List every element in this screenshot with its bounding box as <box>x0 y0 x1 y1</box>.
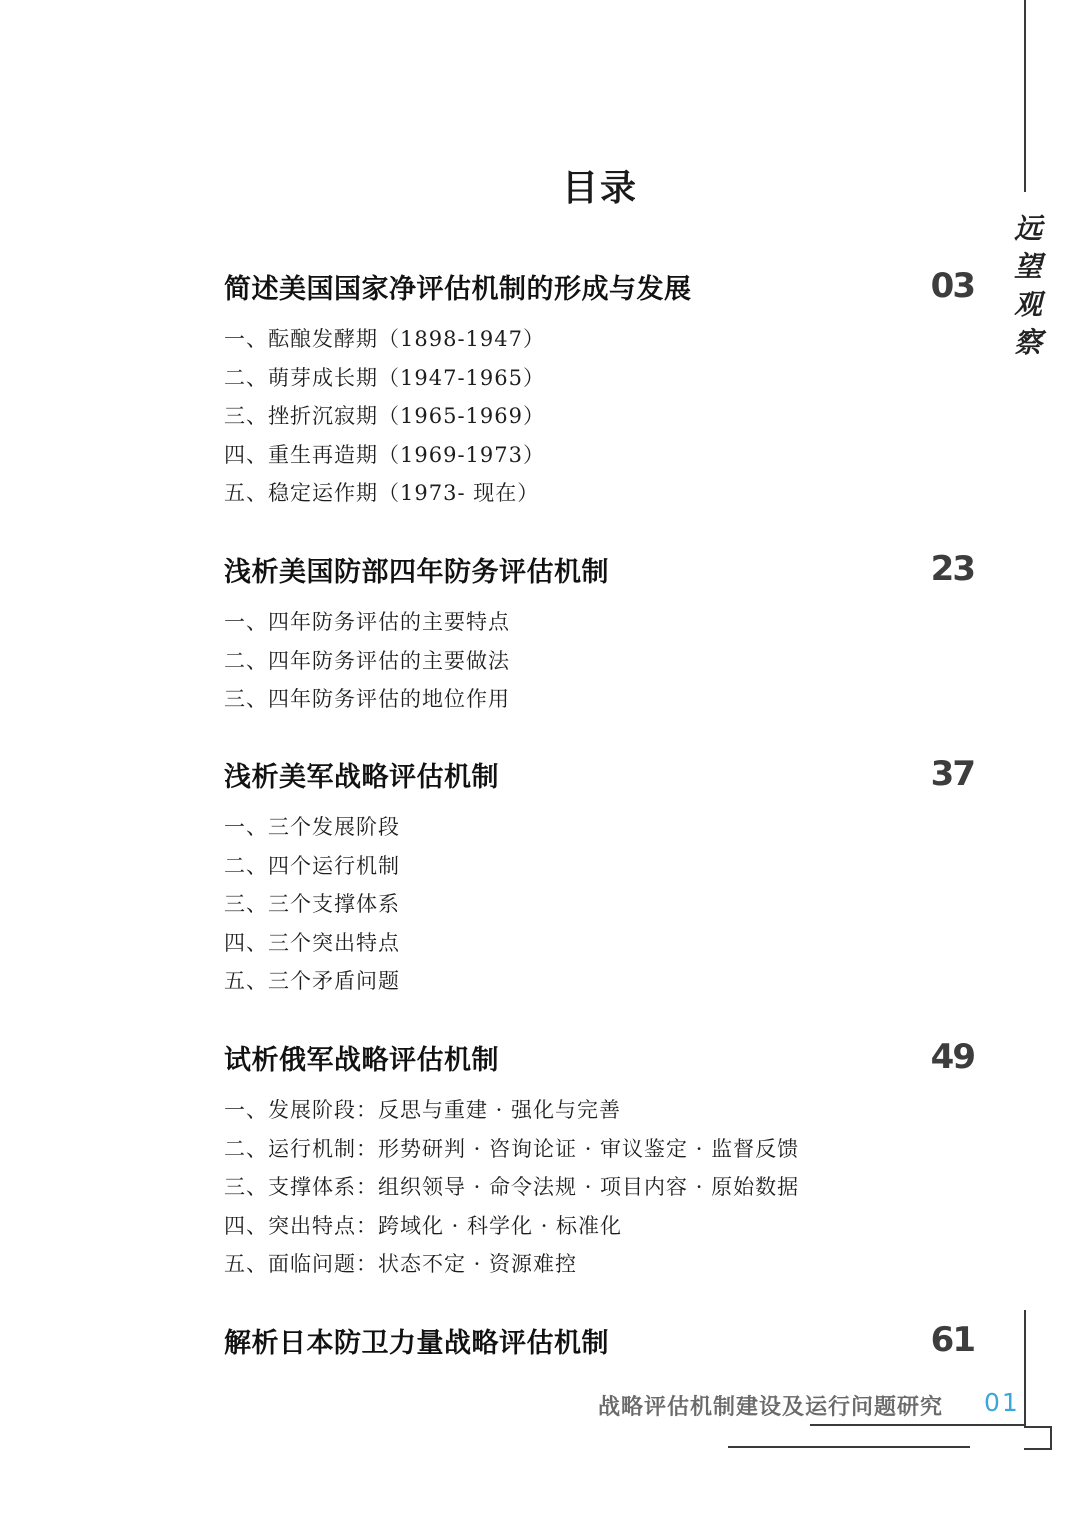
section-page-number: 37 <box>930 754 974 794</box>
toc-section <box>224 1033 984 1284</box>
toc-item[interactable]: 一、四年防务评估的主要特点 <box>224 610 510 634</box>
section-items <box>224 1091 984 1284</box>
footer-rule <box>728 1446 970 1448</box>
toc-item[interactable]: 三、四年防务评估的地位作用 <box>224 687 510 712</box>
toc-item[interactable]: 二、运行机制：形势研判 · 咨询论证 · 审议鉴定 · 监督反馈 <box>224 1136 800 1161</box>
toc-section <box>224 750 984 1001</box>
toc-section-header[interactable] <box>224 545 984 593</box>
section-page-number: 23 <box>930 549 974 589</box>
toc-item[interactable]: 五、面临问题：状态不定 · 资源难控 <box>224 1252 578 1277</box>
section-title[interactable]: 浅析美国防部四年防务评估机制 <box>224 556 609 588</box>
page-title: 目录 <box>561 167 638 209</box>
toc-section-header[interactable] <box>224 1033 984 1081</box>
side-brand-char: 察 <box>1013 326 1042 359</box>
toc-item[interactable]: 二、萌芽成长期（1947-1965） <box>224 365 545 390</box>
toc-item[interactable]: 五、稳定运作期（1973- 现在） <box>224 481 540 506</box>
section-page-number: 49 <box>930 1037 974 1077</box>
toc-section-header[interactable] <box>224 1316 984 1364</box>
section-title[interactable]: 简述美国国家净评估机制的形成与发展 <box>224 273 692 305</box>
section-items <box>224 320 984 513</box>
side-brand-char: 观 <box>1013 288 1042 321</box>
bottom-vertical-rule <box>1024 1310 1026 1428</box>
footer-title: 战略评估机制建设及运行问题研究 <box>598 1395 944 1420</box>
section-title[interactable]: 浅析美军战略评估机制 <box>224 761 499 793</box>
toc-section <box>224 262 984 513</box>
toc-section <box>224 1316 984 1364</box>
section-items <box>224 603 984 719</box>
toc-item[interactable]: 三、支撑体系：组织领导 · 命令法规 · 项目内容 · 原始数据 <box>224 1175 800 1200</box>
toc-item[interactable]: 三、三个支撑体系 <box>224 892 400 917</box>
side-brand-char: 望 <box>1013 250 1042 283</box>
section-page-number: 61 <box>930 1320 974 1360</box>
toc-item[interactable]: 一、发展阶段：反思与重建 · 强化与完善 <box>224 1098 622 1122</box>
side-brand <box>1008 210 1048 362</box>
toc-item[interactable]: 四、重生再造期（1969-1973） <box>224 442 545 467</box>
section-items <box>224 808 984 1001</box>
section-title[interactable]: 试析俄军战略评估机制 <box>224 1044 499 1076</box>
toc-item[interactable]: 一、三个发展阶段 <box>224 815 400 839</box>
section-title[interactable]: 解析日本防卫力量战略评估机制 <box>224 1327 609 1359</box>
toc-item[interactable]: 二、四个运行机制 <box>224 853 400 878</box>
toc-item[interactable]: 四、三个突出特点 <box>224 930 400 955</box>
toc-section <box>224 545 984 719</box>
toc-item[interactable]: 二、四年防务评估的主要做法 <box>224 648 510 673</box>
toc-item[interactable]: 五、三个矛盾问题 <box>224 969 400 994</box>
toc-section-header[interactable] <box>224 262 984 310</box>
footer-page-number: 01 <box>984 1388 1020 1417</box>
toc-item[interactable]: 三、挫折沉寂期（1965-1969） <box>224 404 545 429</box>
footer-rule <box>810 1424 1026 1426</box>
toc-section-header[interactable] <box>224 750 984 798</box>
footer-corner-box <box>1024 1426 1052 1450</box>
toc-item[interactable]: 四、突出特点：跨域化 · 科学化 · 标准化 <box>224 1213 623 1238</box>
side-brand-char: 远 <box>1013 212 1042 245</box>
section-page-number: 03 <box>930 266 974 306</box>
toc-item[interactable]: 一、酝酿发酵期（1898-1947） <box>224 327 545 351</box>
